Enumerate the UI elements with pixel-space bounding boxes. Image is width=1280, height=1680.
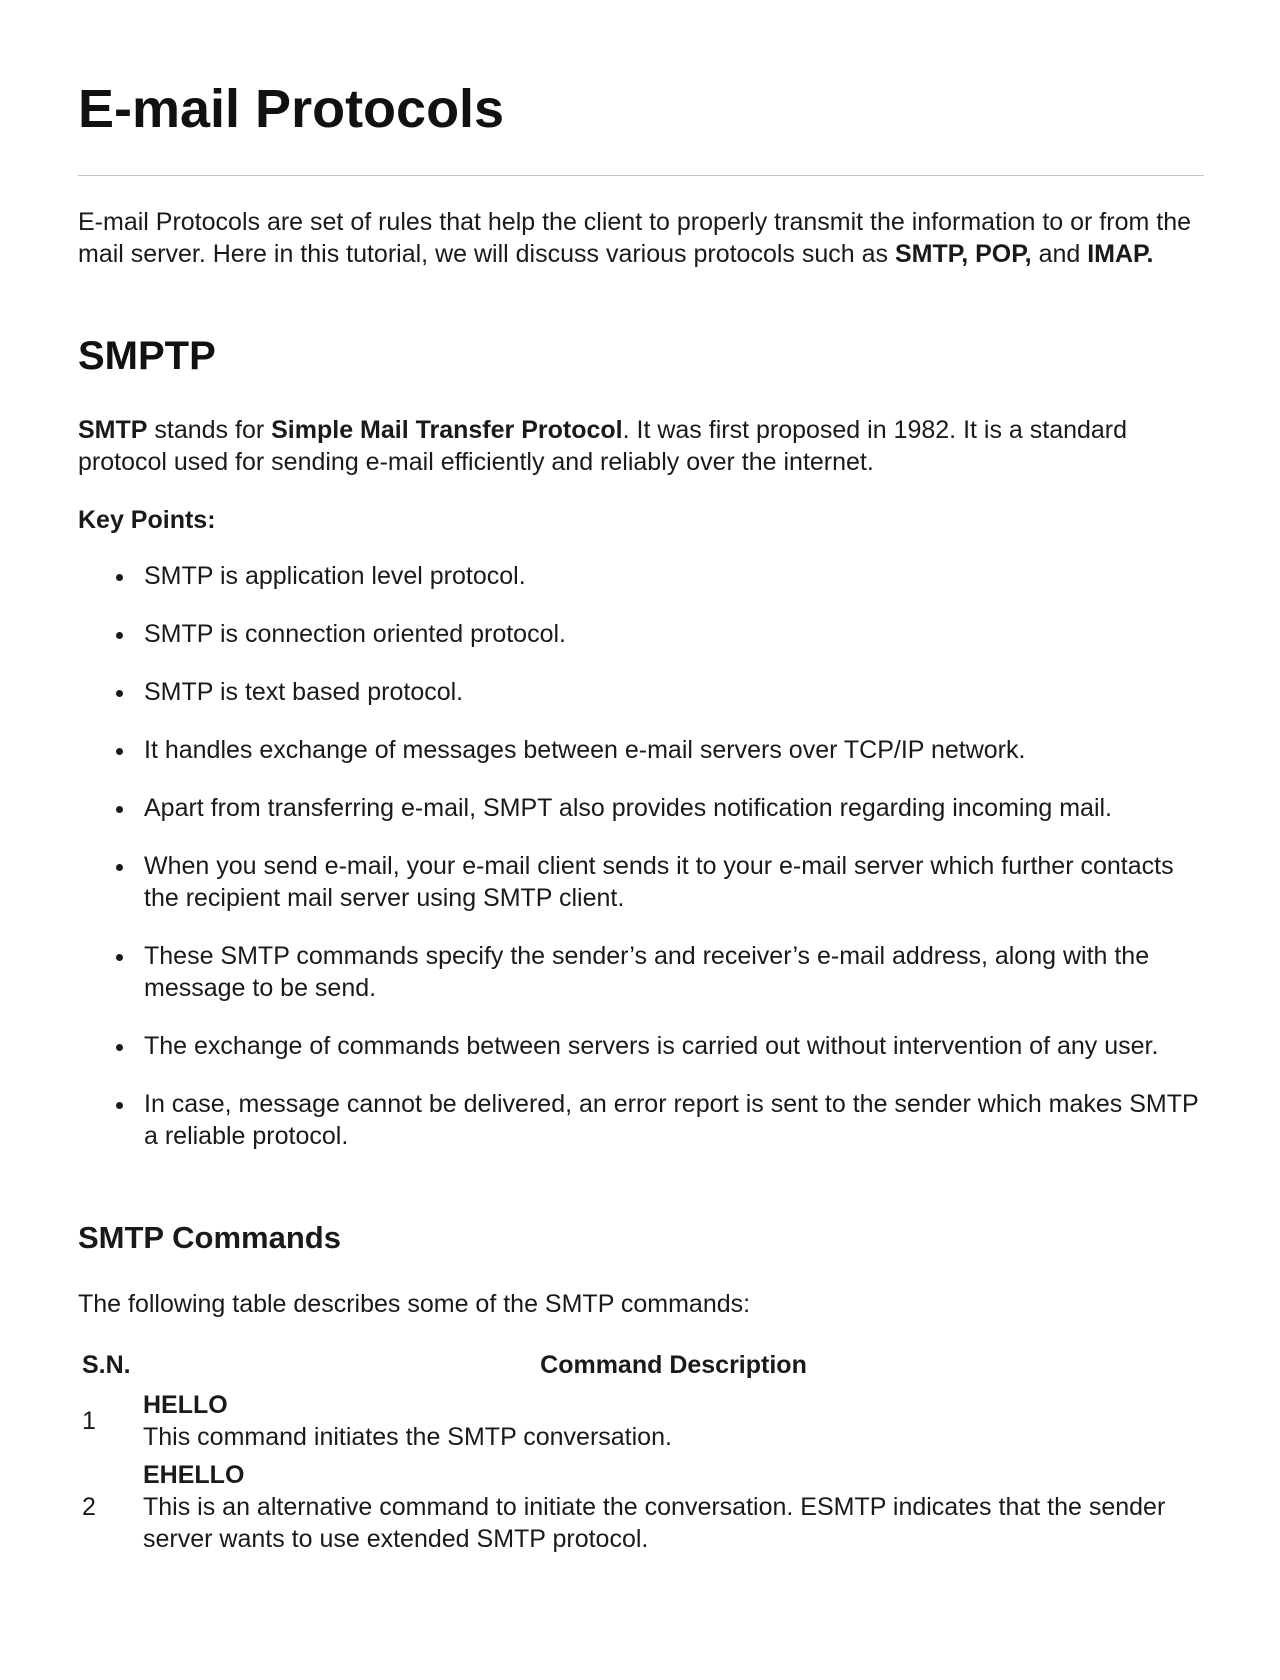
intro-imap: IMAP. <box>1087 240 1154 268</box>
command-name: HELLO <box>143 1391 228 1419</box>
list-item: When you send e-mail, your e-mail client sends it to your e-mail server which further contacts the recipient mail server using SMTP client. <box>78 850 1204 914</box>
header-sn: S.N. <box>82 1351 131 1379</box>
smtp-commands-heading: SMTP Commands <box>78 1220 341 1255</box>
header-command-description: Command Description <box>540 1351 807 1379</box>
def-text-1: stands for <box>147 416 272 444</box>
command-description: This is an alternative command to initiate the conversation. ESMTP indicates that the sender server wants to use extended SMTP protocol. <box>143 1493 1166 1553</box>
def-full-name: Simple Mail Transfer Protocol <box>271 416 623 444</box>
list-item: These SMTP commands specify the sender’s and receiver’s e-mail address, along with the message to be send. <box>78 940 1204 1004</box>
page-title: E-mail Protocols <box>78 79 505 139</box>
list-item: SMTP is connection oriented protocol. <box>78 618 1204 650</box>
row-command-cell <box>143 1389 1204 1453</box>
def-smtp: SMTP <box>78 416 148 444</box>
row-sn: 1 <box>82 1407 96 1435</box>
list-item: SMTP is text based protocol. <box>78 676 1204 708</box>
row-command-cell <box>143 1459 1204 1555</box>
list-item: Apart from transferring e-mail, SMPT also provides notification regarding incoming mail. <box>78 792 1204 824</box>
list-item: It handles exchange of messages between e-mail servers over TCP/IP network. <box>78 734 1204 766</box>
smptp-heading: SMPTP <box>78 334 216 378</box>
def-text-2: . It was first proposed in 1982. It is a standard protocol used for sending e-mail efficiently and reliably over the internet. <box>78 416 1128 476</box>
table-row <box>78 1459 1204 1555</box>
commands-table <box>78 1349 1204 1555</box>
title-divider <box>78 175 1204 176</box>
command-name: EHELLO <box>143 1461 245 1489</box>
smtp-definition <box>78 414 1204 478</box>
list-item: The exchange of commands between servers is carried out without intervention of any user. <box>78 1030 1204 1062</box>
intro-paragraph <box>78 206 1204 270</box>
table-header-row <box>78 1349 1204 1389</box>
intro-smtp: SMTP, <box>894 240 969 268</box>
list-item: In case, message cannot be delivered, an error report is sent to the sender which makes SMTP a reliable protocol. <box>78 1088 1204 1152</box>
key-points-label: Key Points: <box>78 506 216 534</box>
intro-text-3: and <box>1031 240 1088 268</box>
list-item: SMTP is application level protocol. <box>78 560 1204 592</box>
key-points-list <box>78 560 1204 1178</box>
intro-pop: POP, <box>975 240 1032 268</box>
row-sn: 2 <box>82 1493 96 1521</box>
table-row <box>78 1389 1204 1453</box>
command-description: This command initiates the SMTP conversation. <box>143 1423 672 1451</box>
table-intro: The following table describes some of the SMTP commands: <box>78 1290 751 1318</box>
intro-text-1: E-mail Protocols are set of rules that help the client to properly transmit the information to or from the mail server. Here in this tutorial, we will discuss various protocols such as <box>78 208 1192 268</box>
